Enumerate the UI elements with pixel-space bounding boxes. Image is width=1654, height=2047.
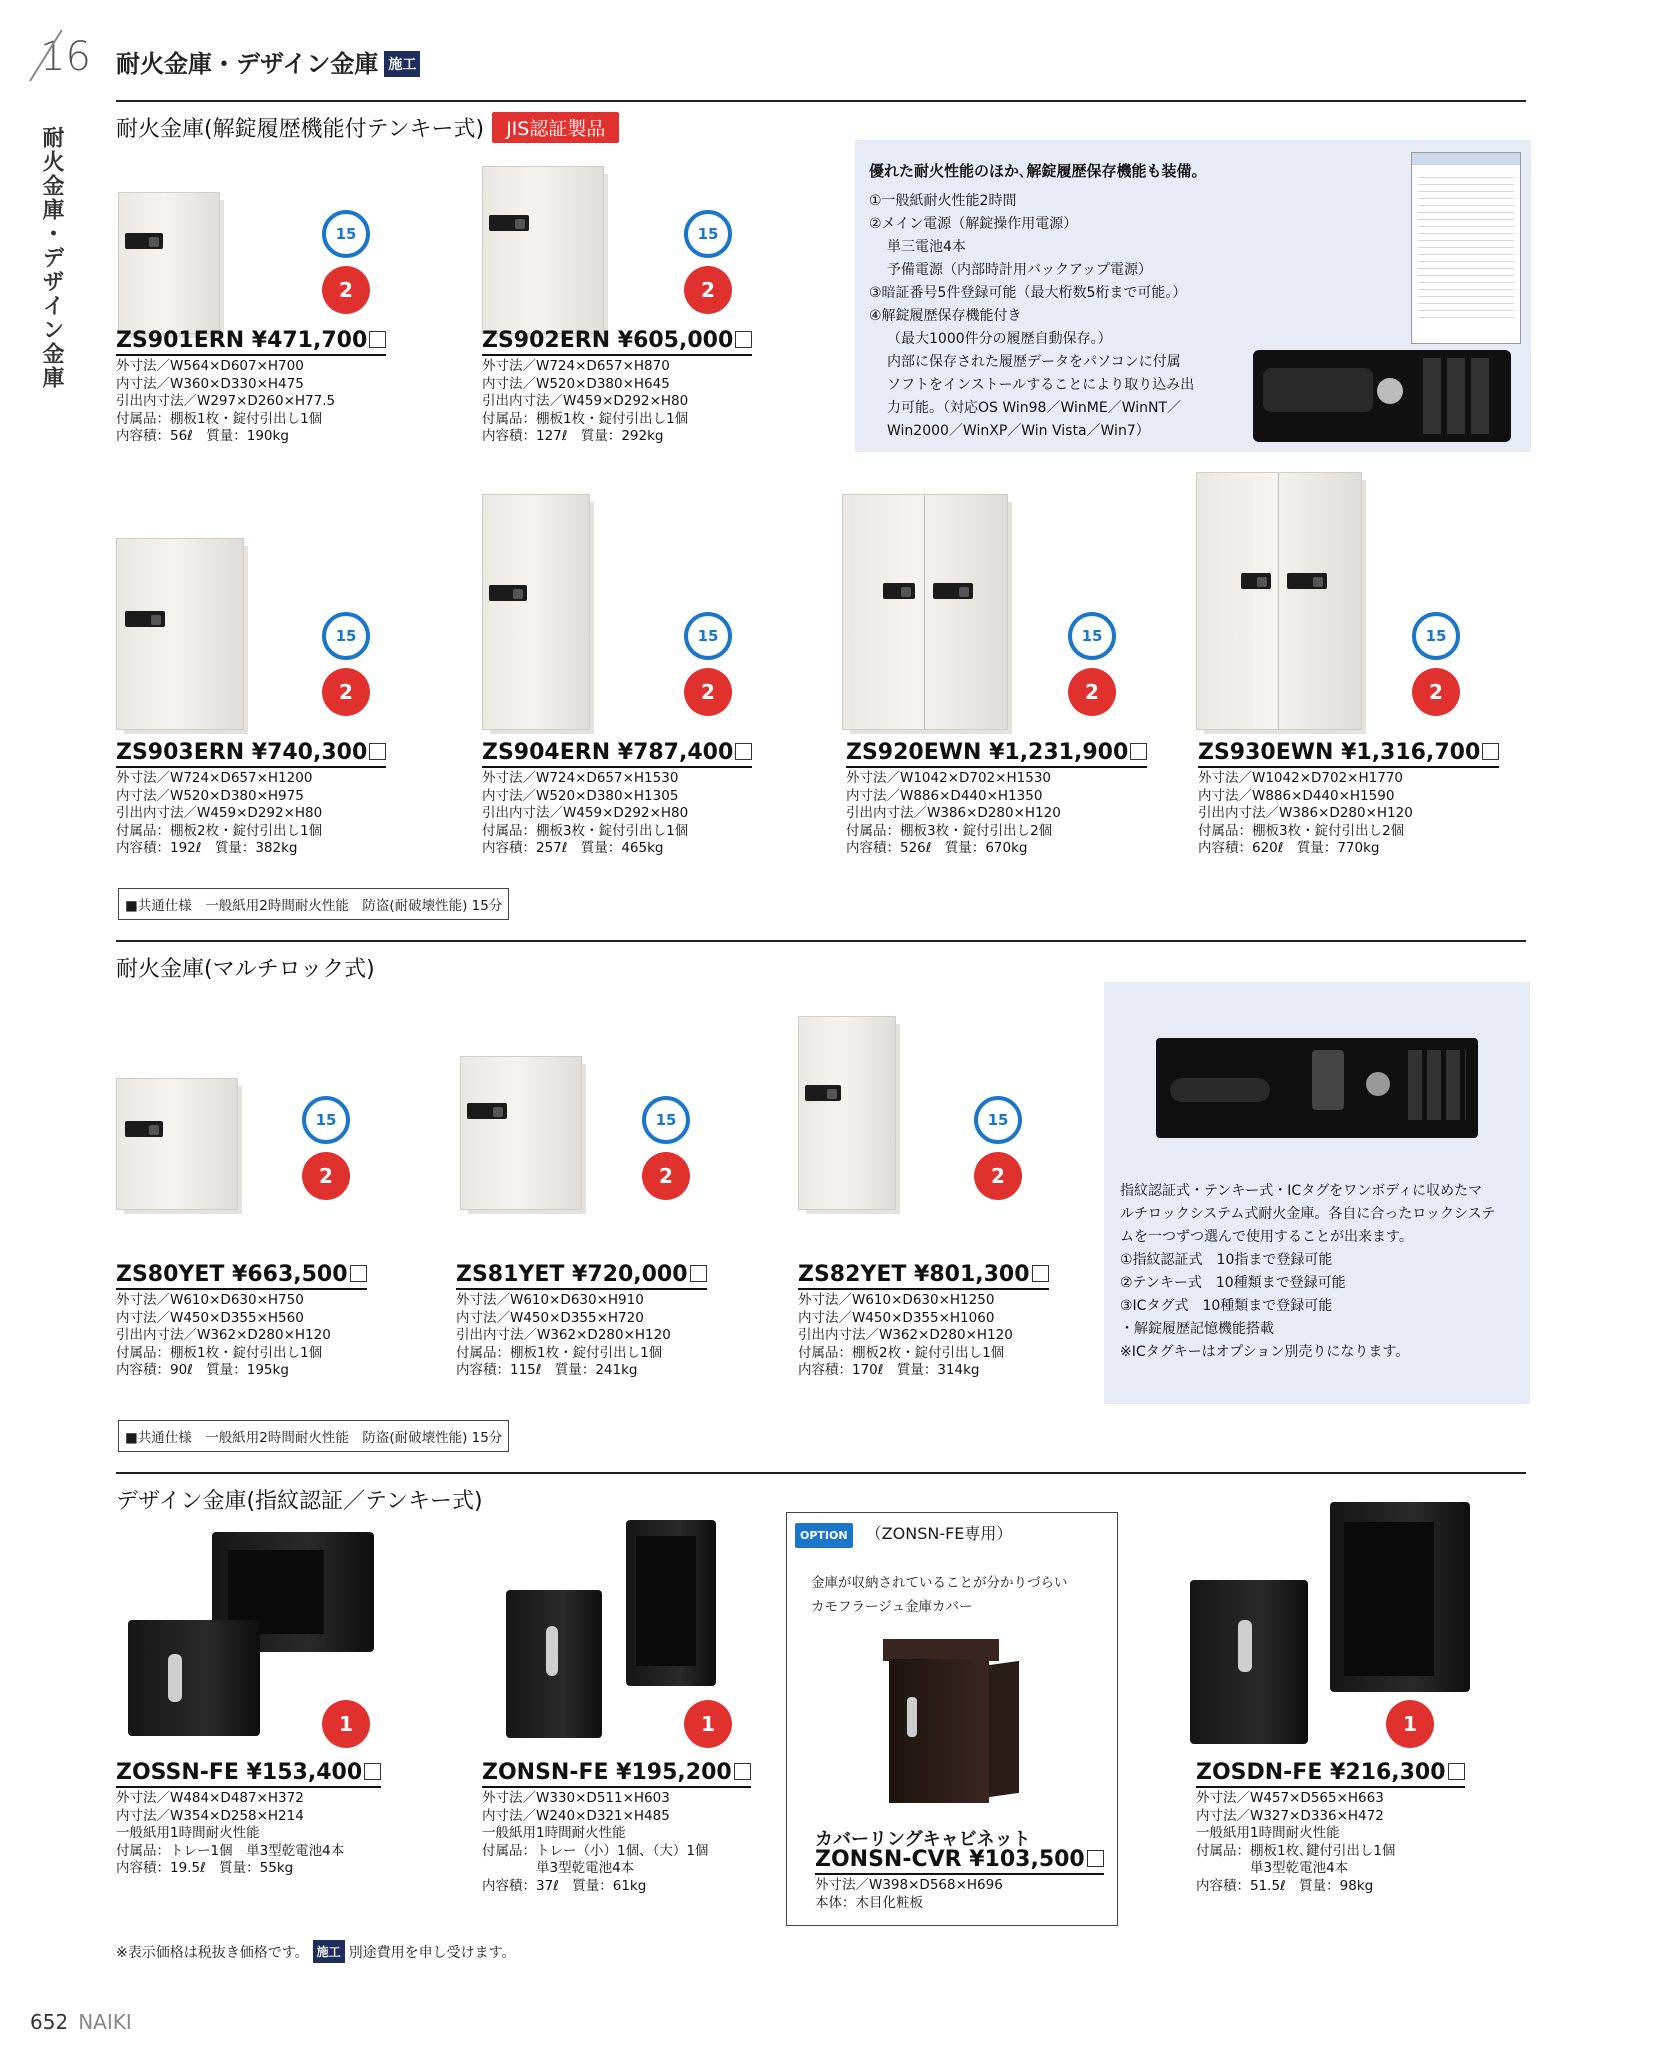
feature-line: ①指紋認証式 10指まで登録可能 bbox=[1120, 1252, 1333, 1268]
safe-image-zonsn-fe bbox=[506, 1590, 602, 1738]
spec-line: 内寸法／W520×D380×H645 bbox=[482, 375, 670, 392]
spec-line: 内寸法／W886×D440×H1590 bbox=[1198, 787, 1395, 804]
spec-line: 付属品：トレー1個 単3型乾電池4本 bbox=[116, 1842, 345, 1859]
common-spec-note: ■共通仕様 一般紙用2時間耐火性能 防盗(耐破壊性能) 15分 bbox=[118, 888, 509, 920]
spec-line: 付属品：棚板1枚・錠付引出し1個 bbox=[482, 410, 689, 427]
product-specs bbox=[1196, 1790, 1465, 1895]
section-title-2: 耐火金庫(マルチロック式) bbox=[116, 957, 375, 982]
brand-name: NAIKI bbox=[78, 2010, 132, 2034]
spec-line: 内寸法／W520×D380×H975 bbox=[116, 787, 304, 804]
feature-box-1 bbox=[855, 140, 1531, 452]
fire-2h-icon: 2 bbox=[684, 266, 732, 314]
safe-image-zossn-fe bbox=[128, 1620, 260, 1736]
feature-text bbox=[869, 160, 1259, 443]
history-software-screenshot bbox=[1411, 152, 1521, 344]
spec-line: 引出内寸法／W362×D280×H120 bbox=[116, 1327, 331, 1343]
feature-line: ②メイン電源（解錠操作用電源） bbox=[869, 216, 1078, 232]
spec-line: 付属品：棚板3枚・錠付引出し2個 bbox=[846, 822, 1053, 839]
spec-line: 引出内寸法／W362×D280×H120 bbox=[456, 1327, 671, 1343]
spec-line: 外寸法／W330×D511×H603 bbox=[482, 1790, 670, 1806]
product-zs80yet bbox=[116, 1262, 367, 1380]
key-cylinder-icon bbox=[1377, 378, 1403, 404]
product-name: ZOSSN-FE ¥153,400 bbox=[116, 1760, 381, 1788]
product-name: ZS82YET ¥801,300 bbox=[798, 1262, 1049, 1290]
spec-line: 内容積：115ℓ 質量：241kg bbox=[456, 1362, 638, 1378]
product-zs903ern bbox=[116, 740, 386, 858]
feature-text-2 bbox=[1120, 1180, 1495, 1364]
spec-line: 付属品：トレー（小）1個、（大）1個 bbox=[482, 1842, 709, 1859]
product-zossn-fe bbox=[116, 1760, 381, 1878]
safe-image-zs930ewn bbox=[1196, 472, 1362, 730]
product-name: ZS80YET ¥663,500 bbox=[116, 1262, 367, 1290]
multilock-panel bbox=[1156, 1038, 1478, 1138]
safe-image-zs80yet bbox=[116, 1078, 238, 1210]
feature-line: ④解錠履歴保存機能付き bbox=[869, 308, 1022, 324]
spec-line: 内寸法／W450×D355×H1060 bbox=[798, 1309, 995, 1326]
product-zosdn-fe bbox=[1196, 1760, 1465, 1895]
fire-2h-icon: 2 bbox=[684, 668, 732, 716]
product-specs bbox=[1198, 770, 1499, 858]
spec-line: 付属品：棚板1枚・錠付引出し1個 bbox=[456, 1344, 663, 1361]
safe-image-zs901ern bbox=[118, 192, 220, 334]
spec-line: 外寸法／W564×D607×H700 bbox=[116, 358, 304, 374]
feature-line: 単三電池4本 bbox=[887, 239, 966, 255]
spec-line: 外寸法／W724×D657×H870 bbox=[482, 358, 670, 374]
keypad-icon bbox=[1423, 358, 1493, 434]
product-name: ZS904ERN ¥787,400 bbox=[482, 740, 752, 768]
product-specs bbox=[482, 358, 752, 446]
installation-badge: 施工 bbox=[313, 1940, 345, 1963]
feature-line: ③ICタグ式 10種類まで登録可能 bbox=[1120, 1298, 1333, 1314]
spec-line: 付属品：棚板3枚・錠付引出し2個 bbox=[1198, 822, 1405, 839]
chapter-number: 16 bbox=[40, 34, 91, 80]
safe-image-zosdn-fe bbox=[1190, 1580, 1308, 1744]
key-cylinder-icon bbox=[1366, 1072, 1390, 1096]
product-name: ZS902ERN ¥605,000 bbox=[482, 328, 752, 356]
spec-line: 内容積：127ℓ 質量：292kg bbox=[482, 428, 664, 444]
product-specs bbox=[798, 1292, 1049, 1380]
fire-2h-icon: 2 bbox=[1412, 668, 1460, 716]
spec-line: 内容積：526ℓ 質量：670kg bbox=[846, 840, 1028, 856]
spec-line: 付属品：棚板2枚・錠付引出し1個 bbox=[116, 822, 323, 839]
spec-line: 内容積：620ℓ 質量：770kg bbox=[1198, 840, 1380, 856]
spec-line: 外寸法／W724×D657×H1200 bbox=[116, 770, 313, 786]
spec-line: 外寸法／W484×D487×H372 bbox=[116, 1790, 304, 1806]
product-zs902ern bbox=[482, 328, 752, 446]
fire-2h-icon: 2 bbox=[322, 668, 370, 716]
option-product-title: カバーリングキャビネット bbox=[815, 1829, 1031, 1850]
safe-image-zs81yet bbox=[460, 1056, 582, 1210]
spec-line: 内容積：170ℓ 質量：314kg bbox=[798, 1362, 980, 1378]
spec-line: 内寸法／W354×D258×H214 bbox=[116, 1807, 304, 1824]
fire-resistance-15-icon: 15 bbox=[322, 612, 370, 660]
product-zs920ewn bbox=[846, 740, 1147, 858]
product-specs bbox=[116, 358, 386, 446]
spec-line: 内容積：192ℓ 質量：382kg bbox=[116, 840, 298, 856]
feature-line: ムを一つずつ選んで使用することが出来ます。 bbox=[1120, 1229, 1413, 1245]
spec-line: 内容積：257ℓ 質量：465kg bbox=[482, 840, 664, 856]
product-name: ZONSN-FE ¥195,200 bbox=[482, 1760, 751, 1788]
product-name: ZS920EWN ¥1,231,900 bbox=[846, 740, 1147, 768]
product-name: ZS903ERN ¥740,300 bbox=[116, 740, 386, 768]
product-name: ZS81YET ¥720,000 bbox=[456, 1262, 707, 1290]
fire-2h-icon: 2 bbox=[302, 1152, 350, 1200]
fire-resistance-15-icon: 15 bbox=[684, 612, 732, 660]
option-product-name: ZONSN-CVR ¥103,500 bbox=[815, 1847, 1104, 1875]
option-badge: OPTION bbox=[795, 1523, 853, 1548]
spec-line: 引出内寸法／W459×D292×H80 bbox=[482, 805, 689, 821]
spec-line: 内容積：37ℓ 質量：61kg bbox=[482, 1877, 647, 1894]
spec-line: 内容積：51.5ℓ 質量：98kg bbox=[1196, 1877, 1374, 1894]
spec-line: 外寸法／W1042×D702×H1770 bbox=[1198, 770, 1403, 786]
section-rule bbox=[116, 100, 1526, 102]
option-title: （ZONSN-FE専用） bbox=[865, 1524, 1013, 1543]
feature-line: ③暗証番号5件登録可能（最大桁数5桁まで可能。） bbox=[869, 285, 1187, 301]
safe-image-zs903ern bbox=[116, 538, 244, 730]
feature-line: ②テンキー式 10種類まで登録可能 bbox=[1120, 1275, 1346, 1291]
fire-2h-icon: 2 bbox=[1068, 668, 1116, 716]
product-specs bbox=[482, 770, 752, 858]
description-line: カモフラージュ金庫カバー bbox=[811, 1599, 973, 1615]
spec-line: 一般紙用1時間耐火性能 bbox=[116, 1825, 260, 1841]
feature-line: ①一般紙耐火性能2時間 bbox=[869, 193, 1017, 209]
jis-badge: JIS認証製品 bbox=[492, 112, 619, 143]
option-box bbox=[786, 1512, 1118, 1926]
spec-line: 内寸法／W450×D355×H720 bbox=[456, 1309, 644, 1326]
spec-line: 本体：木目化粧板 bbox=[815, 1894, 923, 1911]
section-rule bbox=[116, 940, 1526, 942]
product-zonsn-fe bbox=[482, 1760, 751, 1895]
feature-line: ・解錠履歴記憶機能搭載 bbox=[1120, 1321, 1274, 1337]
spec-line: 引出内寸法／W362×D280×H120 bbox=[798, 1327, 1013, 1343]
fire-1h-icon: 1 bbox=[322, 1700, 370, 1748]
spec-line: 内容積：19.5ℓ 質量：55kg bbox=[116, 1860, 294, 1876]
feature-line: 内部に保存された履歴データをパソコンに付属 bbox=[887, 354, 1181, 370]
fire-resistance-15-icon: 15 bbox=[322, 210, 370, 258]
feature-line: ルチロックシステム式耐火金庫。各自に合ったロックシステ bbox=[1120, 1206, 1496, 1222]
product-specs bbox=[116, 1790, 381, 1878]
cabinet-image-zonsn-cvr bbox=[889, 1659, 989, 1803]
feature-heading: 優れた耐火性能のほか､解錠履歴保存機能も装備。 bbox=[869, 162, 1207, 180]
cabinet-door bbox=[989, 1661, 1019, 1797]
spec-line: 付属品：棚板1枚・錠付引出し1個 bbox=[116, 1344, 323, 1361]
description-line: 金庫が収納されていることが分かりづらい bbox=[811, 1575, 1068, 1591]
spec-line: 引出内寸法／W386×D280×H120 bbox=[1198, 805, 1413, 821]
safe-image-zonsn-fe-open bbox=[626, 1520, 716, 1686]
feature-line: 指紋認証式・テンキー式・ICタグをワンボディに収めたマ bbox=[1120, 1183, 1483, 1199]
product-name: ZS930EWN ¥1,316,700 bbox=[1198, 740, 1499, 768]
fire-resistance-15-icon: 15 bbox=[974, 1096, 1022, 1144]
safe-image-zs82yet bbox=[798, 1016, 896, 1210]
feature-line: ソフトをインストールすることにより取り込み出 bbox=[887, 377, 1195, 393]
spec-line: 引出内寸法／W297×D260×H77.5 bbox=[116, 393, 336, 409]
spec-line: 内容積：90ℓ 質量：195kg bbox=[116, 1362, 289, 1378]
spec-line: 内寸法／W886×D440×H1350 bbox=[846, 787, 1043, 804]
spec-line: 一般紙用1時間耐火性能 bbox=[482, 1825, 626, 1841]
common-spec-note: ■共通仕様 一般紙用2時間耐火性能 防盗(耐破壊性能) 15分 bbox=[118, 1420, 509, 1452]
fire-2h-icon: 2 bbox=[642, 1152, 690, 1200]
product-specs bbox=[482, 1790, 751, 1895]
side-title: 耐火金庫・デザイン金庫 bbox=[39, 126, 64, 390]
spec-line: 外寸法／W1042×D702×H1530 bbox=[846, 770, 1051, 786]
cabinet-top bbox=[883, 1639, 999, 1661]
safe-image-zs904ern bbox=[482, 494, 590, 730]
safe-image-zosdn-fe-open bbox=[1330, 1502, 1470, 1692]
spec-line: 外寸法／W610×D630×H750 bbox=[116, 1292, 304, 1308]
feature-line: （最大1000件分の履歴自動保存。） bbox=[887, 331, 1112, 347]
feature-line: 予備電源（内部時計用バックアップ電源） bbox=[887, 262, 1153, 278]
spec-line: 内寸法／W360×D330×H475 bbox=[116, 375, 304, 392]
fire-1h-icon: 1 bbox=[684, 1700, 732, 1748]
page-number: 652 bbox=[30, 2010, 69, 2034]
spec-line: 内寸法／W520×D380×H1305 bbox=[482, 787, 679, 804]
spec-line: 付属品：棚板3枚・錠付引出し1個 bbox=[482, 822, 689, 839]
fire-resistance-15-icon: 15 bbox=[302, 1096, 350, 1144]
page-title: 耐火金庫・デザイン金庫 施工 bbox=[116, 44, 420, 79]
product-zs81yet bbox=[456, 1262, 707, 1380]
spec-line: 外寸法／W610×D630×H1250 bbox=[798, 1292, 995, 1308]
feature-line: Win2000／WinXP／Win Vista／Win7） bbox=[887, 423, 1150, 439]
spec-line: 単3型乾電池4本 bbox=[1196, 1860, 1349, 1876]
spec-line: 外寸法／W457×D565×H663 bbox=[1196, 1790, 1384, 1806]
product-zs82yet bbox=[798, 1262, 1049, 1380]
safe-image-zs902ern bbox=[482, 166, 604, 334]
spec-line: 外寸法／W610×D630×H910 bbox=[456, 1292, 644, 1308]
product-name: ZOSDN-FE ¥216,300 bbox=[1196, 1760, 1465, 1788]
fingerprint-reader-icon bbox=[1312, 1050, 1344, 1110]
handle-icon bbox=[1170, 1078, 1270, 1102]
feature-line: ※ICタグキーはオプション別売りになります。 bbox=[1120, 1344, 1410, 1360]
spec-line: 内寸法／W450×D355×H560 bbox=[116, 1309, 304, 1326]
fire-resistance-15-icon: 15 bbox=[1412, 612, 1460, 660]
installation-badge: 施工 bbox=[384, 51, 420, 77]
spec-line: 引出内寸法／W386×D280×H120 bbox=[846, 805, 1061, 821]
spec-line: 付属品：棚板1枚・錠付引出し1個 bbox=[116, 410, 323, 427]
product-zs930ewn bbox=[1198, 740, 1499, 858]
product-zs901ern bbox=[116, 328, 386, 446]
product-zs904ern bbox=[482, 740, 752, 858]
page-footer bbox=[30, 2010, 132, 2035]
spec-line: 引出内寸法／W459×D292×H80 bbox=[482, 393, 689, 409]
product-specs bbox=[846, 770, 1147, 858]
option-specs bbox=[815, 1877, 1003, 1912]
product-specs bbox=[116, 770, 386, 858]
keypad-icon bbox=[1408, 1050, 1466, 1120]
section-rule bbox=[116, 1472, 1526, 1474]
fire-resistance-15-icon: 15 bbox=[684, 210, 732, 258]
spec-line: 単3型乾電池4本 bbox=[482, 1860, 635, 1876]
spec-line: 内容積：56ℓ 質量：190kg bbox=[116, 428, 289, 444]
spec-line: 外寸法／W398×D568×H696 bbox=[815, 1877, 1003, 1893]
spec-line: 付属品：棚板2枚・錠付引出し1個 bbox=[798, 1344, 1005, 1361]
fire-resistance-15-icon: 15 bbox=[1068, 612, 1116, 660]
fire-resistance-15-icon: 15 bbox=[642, 1096, 690, 1144]
option-header bbox=[795, 1521, 1012, 1548]
product-specs bbox=[456, 1292, 707, 1380]
spec-line: 一般紙用1時間耐火性能 bbox=[1196, 1825, 1340, 1841]
option-description bbox=[811, 1571, 1068, 1619]
safe-image-zs920ewn bbox=[842, 494, 1008, 730]
fire-1h-icon: 1 bbox=[1386, 1700, 1434, 1748]
spec-line: 引出内寸法／W459×D292×H80 bbox=[116, 805, 323, 821]
spec-line: 付属品：棚板1枚､鍵付引出し1個 bbox=[1196, 1842, 1396, 1859]
section-title-3: デザイン金庫(指紋認証／テンキー式) bbox=[116, 1489, 483, 1514]
fire-2h-icon: 2 bbox=[974, 1152, 1022, 1200]
fire-2h-icon: 2 bbox=[322, 266, 370, 314]
spec-line: 内寸法／W327×D336×H472 bbox=[1196, 1807, 1384, 1824]
spec-line: 外寸法／W724×D657×H1530 bbox=[482, 770, 679, 786]
handle-icon bbox=[1263, 368, 1373, 412]
feature-box-2 bbox=[1104, 982, 1530, 1404]
product-name: ZS901ERN ¥471,700 bbox=[116, 328, 386, 356]
section-title-1: 耐火金庫(解錠履歴機能付テンキー式) JIS認証製品 bbox=[116, 112, 619, 143]
footnote: ※表示価格は税抜き価格です。 施工 別途費用を申し受けます。 bbox=[116, 1940, 516, 1963]
feature-line: 力可能。（対応OS Win98／WinME／WinNT／ bbox=[887, 400, 1182, 416]
product-specs bbox=[116, 1292, 367, 1380]
tenkey-lock-panel bbox=[1253, 350, 1511, 442]
spec-line: 内寸法／W240×D321×H485 bbox=[482, 1807, 670, 1824]
